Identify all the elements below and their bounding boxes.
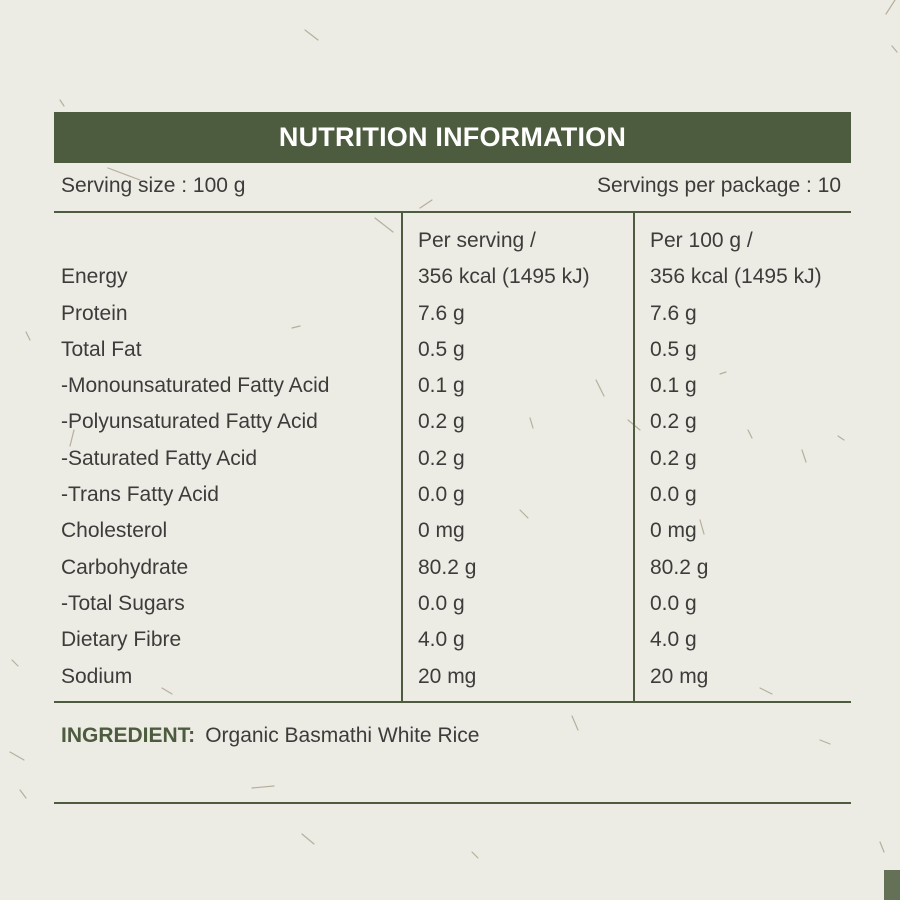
per-100g-value: 4.0 g	[650, 628, 697, 652]
per-serving-value: 0.1 g	[418, 374, 465, 398]
nutrient-label: Sodium	[61, 664, 133, 688]
nutrient-label: -Monounsaturated Fatty Acid	[61, 374, 330, 398]
per-serving-value: 7.6 g	[418, 301, 465, 325]
nutrient-label: -Saturated Fatty Acid	[61, 446, 258, 470]
nutrient-label: Dietary Fibre	[61, 628, 182, 652]
per-100g-value: 0.2 g	[650, 446, 697, 470]
per-serving-value: 4.0 g	[418, 628, 465, 652]
per-100g-value: 0.1 g	[650, 374, 697, 398]
per-serving-value: 80.2 g	[418, 555, 477, 579]
per-serving-value: 0.5 g	[418, 337, 465, 361]
per-serving-value: 20 mg	[418, 664, 477, 688]
nutrient-label: -Total Sugars	[61, 591, 185, 615]
column-divider	[633, 213, 635, 701]
per-100g-value: 0.0 g	[650, 483, 697, 507]
column-divider	[401, 213, 403, 701]
per-serving-value: 0.2 g	[418, 410, 465, 434]
serving-size: Serving size : 100 g	[61, 174, 246, 197]
footer-rule	[54, 802, 851, 804]
title-bar	[54, 112, 851, 163]
per-100g-header: Per 100 g /	[650, 229, 753, 252]
per-100g-value: 7.6 g	[650, 301, 697, 325]
nutrient-label: Protein	[61, 301, 128, 325]
nutrition-table	[54, 213, 851, 701]
per-100g-value: 0 mg	[650, 519, 697, 543]
nutrient-label: Carbohydrate	[61, 555, 189, 579]
nutrient-label: -Polyunsaturated Fatty Acid	[61, 410, 318, 434]
per-serving-value: 0.2 g	[418, 446, 465, 470]
ingredient-line	[61, 724, 479, 748]
nutrient-label: Cholesterol	[61, 519, 168, 543]
per-100g-column	[650, 223, 822, 695]
serving-info-row	[54, 163, 851, 211]
nutrient-label: Energy	[61, 265, 128, 289]
ingredient-value: Organic Basmathi White Rice	[205, 724, 480, 747]
table-bottom-rule	[54, 701, 851, 703]
servings-per-package: Servings per package : 10	[597, 174, 841, 197]
per-serving-value: 0.0 g	[418, 591, 465, 615]
nutrient-label: -Trans Fatty Acid	[61, 483, 219, 507]
panel-title: NUTRITION INFORMATION	[278, 122, 627, 152]
per-100g-value: 0.5 g	[650, 337, 697, 361]
per-serving-value: 0.0 g	[418, 483, 465, 507]
per-100g-value: 0.0 g	[650, 591, 697, 615]
per-serving-value: 0 mg	[418, 519, 465, 543]
per-100g-value: 356 kcal (1495 kJ)	[650, 265, 822, 289]
ingredient-label: INGREDIENT:	[61, 724, 196, 747]
nutrition-panel	[54, 112, 851, 703]
per-100g-value: 0.2 g	[650, 410, 697, 434]
per-100g-value: 20 mg	[650, 664, 709, 688]
per-serving-column	[418, 223, 590, 695]
nutrient-label-column	[61, 223, 329, 695]
per-serving-value: 356 kcal (1495 kJ)	[418, 265, 590, 289]
nutrient-label: Total Fat	[61, 337, 142, 361]
per-serving-header: Per serving /	[418, 229, 536, 252]
per-100g-value: 80.2 g	[650, 555, 709, 579]
